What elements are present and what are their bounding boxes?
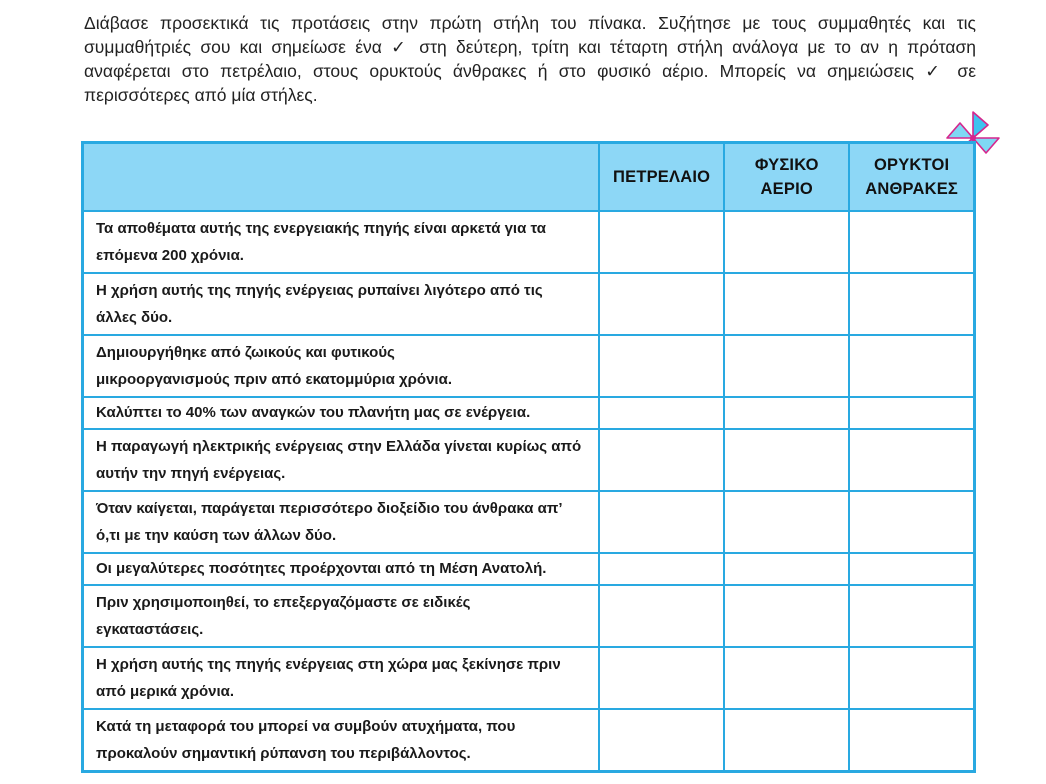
- statement-cell: [83, 273, 600, 335]
- table-row: [83, 491, 975, 553]
- coal-check-cell[interactable]: [849, 429, 974, 491]
- statement-cell: [83, 553, 600, 585]
- natural-gas-check-cell[interactable]: [724, 273, 849, 335]
- statement-line: μικροοργανισμούς πριν από εκατομμύρια χρόνια.: [96, 370, 452, 388]
- natural-gas-check-cell[interactable]: [724, 429, 849, 491]
- oil-check-cell[interactable]: [599, 429, 724, 491]
- natural-gas-check-cell[interactable]: [724, 397, 849, 429]
- statement-line: Η παραγωγή ηλεκτρικής ενέργειας στην Ελλάδα γίνεται κυρίως από: [96, 437, 582, 455]
- oil-check-cell[interactable]: [599, 585, 724, 647]
- coal-column-header: [849, 143, 974, 212]
- natural-gas-check-cell[interactable]: [724, 585, 849, 647]
- statement-line: Δημιουργήθηκε από ζωικούς και φυτικούς: [96, 343, 395, 361]
- statement-cell: [83, 397, 600, 429]
- coal-check-cell[interactable]: [849, 647, 974, 709]
- statement-line: Πριν χρησιμοποιηθεί, το επεξεργαζόμαστε σε ειδικές: [96, 593, 471, 611]
- table-header-row: [83, 143, 975, 212]
- statement-line: επόμενα 200 χρόνια.: [96, 246, 244, 264]
- oil-column-header: [599, 143, 724, 212]
- statement-cell: [83, 211, 600, 273]
- energy-sources-table: [81, 141, 976, 773]
- natural-gas-check-cell[interactable]: [724, 553, 849, 585]
- oil-check-cell[interactable]: [599, 335, 724, 397]
- statement-line: άλλες δύο.: [96, 308, 173, 326]
- statement-line: προκαλούν σημαντική ρύπανση του περιβάλλοντος.: [96, 744, 471, 762]
- table-row: [83, 429, 975, 491]
- oil-header-label: ΠΕΤΡΕΛΑΙΟ: [613, 168, 711, 186]
- coal-check-cell[interactable]: [849, 553, 974, 585]
- natural-gas-check-cell[interactable]: [724, 491, 849, 553]
- table-row: [83, 335, 975, 397]
- table-row: [83, 553, 975, 585]
- statement-cell: [83, 585, 600, 647]
- instructions-text: Διάβασε προσεκτικά τις προτάσεις στην πρώτη στήλη του πίνακα. Συζήτησε με τους συμμαθητές και τις συμμαθήτριές σου και σημείωσε ένα ✓ στη δεύτερη, τρίτη και τέταρτη στήλη ανάλογα με το αν η πρόταση αναφέρεται στο πετρέλαιο, στους ορυκτούς άνθρακες ή στο φυσικό αέριο. Μπορείς να σημειώσεις ✓ σε περισσότερες από μία στήλες.: [84, 13, 976, 105]
- natural-gas-column-header: [724, 143, 849, 212]
- coal-check-cell[interactable]: [849, 335, 974, 397]
- natural-gas-check-cell[interactable]: [724, 335, 849, 397]
- coal-check-cell[interactable]: [849, 211, 974, 273]
- oil-check-cell[interactable]: [599, 491, 724, 553]
- coal-check-cell[interactable]: [849, 491, 974, 553]
- statement-line: Τα αποθέματα αυτής της ενεργειακής πηγής είναι αρκετά για τα: [96, 219, 546, 237]
- oil-check-cell[interactable]: [599, 273, 724, 335]
- statement-line: αυτήν την πηγή ενέργειας.: [96, 464, 286, 482]
- statement-line: Η χρήση αυτής της πηγής ενέργειας στη χώρα μας ξεκίνησε πριν: [96, 655, 561, 673]
- table-row: [83, 397, 975, 429]
- statement-line: Κατά τη μεταφορά του μπορεί να συμβούν ατυχήματα, που: [96, 717, 516, 735]
- statement-line: Οι μεγαλύτερες ποσότητες προέρχονται από τη Μέση Ανατολή.: [96, 560, 547, 578]
- coal-check-cell[interactable]: [849, 709, 974, 772]
- statement-cell: [83, 429, 600, 491]
- statement-line: Καλύπτει το 40% των αναγκών του πλανήτη μας σε ενέργεια.: [96, 404, 531, 422]
- oil-check-cell[interactable]: [599, 553, 724, 585]
- natural-gas-header-line2: ΑΕΡΙΟ: [760, 180, 813, 198]
- statement-cell: [83, 647, 600, 709]
- statement-column-header: [83, 143, 600, 212]
- coal-header-line2: ΑΝΘΡΑΚΕΣ: [865, 180, 959, 198]
- coal-check-cell[interactable]: [849, 585, 974, 647]
- statement-line: εγκαταστάσεις.: [96, 620, 204, 638]
- oil-check-cell[interactable]: [599, 647, 724, 709]
- oil-check-cell[interactable]: [599, 211, 724, 273]
- coal-check-cell[interactable]: [849, 273, 974, 335]
- oil-check-cell[interactable]: [599, 709, 724, 772]
- statement-cell: [83, 335, 600, 397]
- statement-line: Η χρήση αυτής της πηγής ενέργειας ρυπαίνει λιγότερο από τις: [96, 281, 543, 299]
- natural-gas-header-line1: ΦΥΣΙΚΟ: [754, 156, 819, 174]
- statement-cell: [83, 491, 600, 553]
- natural-gas-check-cell[interactable]: [724, 647, 849, 709]
- table-row: [83, 211, 975, 273]
- statement-line: ό,τι με την καύση των άλλων δύο.: [96, 526, 337, 544]
- table-row: [83, 709, 975, 772]
- coal-check-cell[interactable]: [849, 397, 974, 429]
- oil-check-cell[interactable]: [599, 397, 724, 429]
- statement-cell: [83, 709, 600, 772]
- natural-gas-check-cell[interactable]: [724, 709, 849, 772]
- statement-line: από μερικά χρόνια.: [96, 682, 235, 700]
- table-row: [83, 647, 975, 709]
- natural-gas-check-cell[interactable]: [724, 211, 849, 273]
- coal-header-line1: ΟΡΥΚΤΟΙ: [873, 156, 950, 174]
- table-row: [83, 273, 975, 335]
- table-row: [83, 585, 975, 647]
- statement-line: Όταν καίγεται, παράγεται περισσότερο διοξείδιο του άνθρακα απ’: [96, 499, 563, 517]
